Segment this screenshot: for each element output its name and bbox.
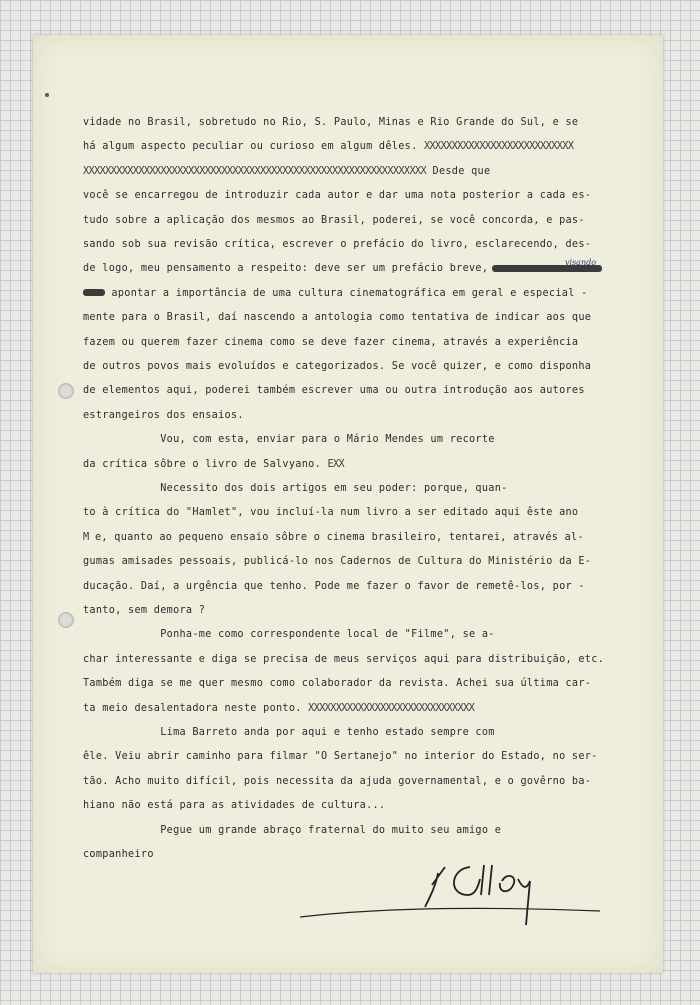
text-line [83, 800, 385, 811]
struck-out-text: M [83, 531, 89, 543]
line-text: tudo sobre a aplicação dos mesmos ao Brasil, poderei, se você concorda, e pas- [83, 214, 585, 226]
text-line [83, 825, 501, 836]
text-line [83, 190, 591, 201]
text-line [83, 410, 244, 421]
text-line [83, 263, 602, 274]
line-text: fazem ou querem fazer cinema como se deve fazer cinema, através a experiência [83, 336, 579, 348]
line-text: char interessante e diga se precisa de meus serviços aqui para distribuição, etc. [83, 653, 605, 665]
text-line [83, 532, 584, 543]
struck-out-text: EXX [327, 458, 345, 470]
text-line [83, 239, 591, 250]
text-line [83, 337, 578, 348]
text-line [83, 215, 585, 226]
line-text: de logo, meu pensamento a respeito: deve ser um prefácio breve, [83, 263, 489, 275]
handwritten-annotation: visando [565, 258, 597, 267]
text-line [83, 629, 495, 640]
line-text: de elementos aqui, poderei também escrever uma ou outra introdução aos autores [83, 385, 585, 397]
text-line [83, 361, 591, 372]
line-text: apontar a importância de uma cultura cinematográfica em geral e especial - [105, 287, 588, 299]
line-text: hiano não está para as atividades de cultura... [83, 800, 386, 812]
line-text: Também diga se me quer mesmo como colaborador da revista. Achei sua última car- [83, 678, 592, 690]
line-text: Necessito dos dois artigos em seu poder: porque, quan- [83, 483, 508, 494]
punch-hole-upper [58, 383, 74, 399]
signature [300, 855, 610, 935]
line-text: e, quanto ao pequeno ensaio sôbre o cinema brasileiro, tentarei, através al- [88, 531, 584, 543]
text-line [83, 581, 585, 592]
punch-hole-lower [58, 612, 74, 628]
text-line [83, 459, 344, 470]
line-text: tão. Acho muito difícil, pois necessita da ajuda governamental, e o govêrno ba- [83, 775, 592, 787]
line-text: vidade no Brasil, sobretudo no Rio, S. Paulo, Minas e Rio Grande do Sul, e se [83, 117, 579, 128]
line-text: você se encarregou de introduzir cada autor e dar uma nota posterior a cada es- [83, 190, 592, 202]
text-line [83, 654, 604, 665]
text-line [83, 751, 598, 762]
line-text: tanto, sem demora ? [83, 605, 206, 616]
text-line [83, 727, 495, 738]
line-text: Lima Barreto anda por aqui e tenho estado sempre com [83, 727, 495, 738]
text-line [83, 703, 474, 714]
text-line [83, 312, 591, 323]
text-line [83, 385, 585, 396]
line-text: êle. Veiu abrir caminho para filmar "O Sertanejo" no interior do Estado, no ser- [83, 751, 598, 763]
line-text: Ponha-me como correspondente local de "Filme", se a- [83, 629, 495, 641]
line-text: to à crítica do "Hamlet", vou incluí-la num livro a ser editado aqui êste ano [83, 507, 579, 519]
text-line [83, 288, 588, 299]
line-text: mente para o Brasil, daí nascendo a antologia como tentativa de indicar aos que [83, 312, 592, 324]
text-line [83, 166, 490, 177]
line-text: sando sob sua revisão crítica, escrever o prefácio do livro, esclarecendo, des- [83, 239, 592, 250]
text-line [83, 141, 573, 152]
strikeout-mark [83, 289, 105, 296]
line-text: há algum aspecto peculiar ou curioso em algum dêles. [83, 141, 424, 153]
line-text: Desde que [426, 165, 491, 177]
line-text: estrangeiros dos ensaios. [83, 409, 244, 421]
struck-out-text: XXXXXXXXXXXXXXXXXXXXXXXXXXXXXXXXXXXXXXXXXXXXXXXXXXXXXXXXXXXXXX [83, 165, 427, 177]
line-text: de outros povos mais evoluídos e categorizados. Se você quizer, e como disponha [83, 361, 592, 372]
text-line [83, 507, 578, 518]
text-line [83, 776, 591, 787]
line-text: companheiro [83, 849, 154, 860]
text-line [83, 678, 591, 689]
text-line [83, 556, 591, 567]
line-text: ducação. Daí, a urgência que tenho. Pode me fazer o favor de remetê-los, por - [83, 580, 585, 592]
line-text: Vou, com esta, enviar para o Mário Mendes um recorte [83, 434, 495, 446]
struck-out-text: XXXXXXXXXXXXXXXXXXXXXXXXXXX [423, 141, 574, 153]
line-text: Pegue um grande abraço fraternal do muito seu amigo e [83, 824, 502, 836]
text-line [83, 434, 495, 445]
text-line [83, 117, 578, 128]
line-text: da crítica sôbre o livro de Salvyano. [83, 458, 328, 470]
text-line [83, 849, 154, 860]
text-line [83, 483, 508, 494]
line-text: ta meio desalentadora neste ponto. [83, 702, 309, 714]
struck-out-text: XXXXXXXXXXXXXXXXXXXXXXXXXXXXXX [308, 702, 475, 714]
ink-dot [45, 93, 49, 97]
line-text: gumas amisades pessoais, publicá-lo nos Cadernos de Cultura do Ministério da E- [83, 556, 592, 568]
text-line [83, 605, 205, 616]
